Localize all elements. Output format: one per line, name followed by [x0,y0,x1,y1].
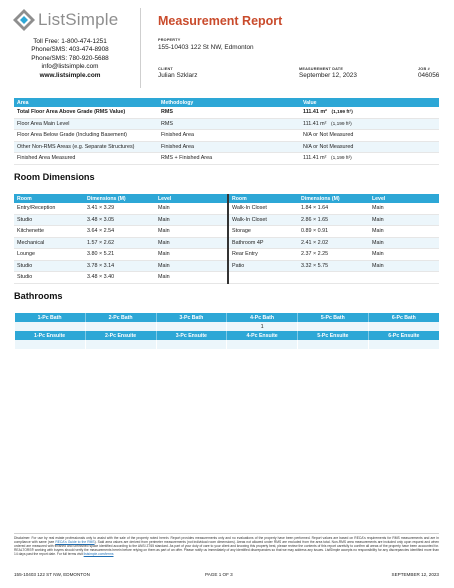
area-row [14,107,439,118]
room-dimensions: 3.41 × 3.29 [84,203,155,214]
bath-value-row [15,322,440,331]
bath-header: 4-Pc Bath [227,313,298,322]
methodology-header: Methodology [158,98,300,107]
room-row [14,237,439,249]
room-level: Main [155,203,228,214]
area-value-metric: N/A or Not Measured [303,132,354,139]
room-name: Studio [14,260,84,272]
bath-count [15,322,86,331]
room-dimensions: 2.37 × 2.25 [298,249,369,261]
bath-header: 3-Pc Bath [156,313,227,322]
bath-header-row [15,313,440,322]
bath-header: 2-Pc Bath [85,313,156,322]
room-row [14,203,439,214]
room-name: Studio [14,272,84,284]
value-header: Value [300,98,439,107]
area-value [300,130,439,142]
area-value [300,107,439,118]
footer-page-number: PAGE 1 OF 3 [205,572,233,577]
bathrooms-title: Bathrooms [14,291,63,301]
brand-logo [12,7,124,33]
level-header: Level [155,194,228,203]
ensuite-header: 2-Pc Ensuite [85,331,156,340]
area-value [300,141,439,153]
area-method: RMS [158,107,300,118]
area-name: Other Non-RMS Areas (e.g. Separate Structures) [14,141,158,153]
toll-free: Toll Free: 1-800-474-1251 [33,38,107,45]
room-level: Main [155,214,228,226]
ensuite-header: 5-Pc Ensuite [298,331,369,340]
area-method: Finished Area [158,141,300,153]
area-row [14,130,439,142]
bath-count [298,322,369,331]
bath-count [368,322,439,331]
ensuite-count [298,340,369,349]
contact-block [4,38,136,80]
area-method: Finished Area [158,130,300,142]
email-link[interactable]: info@listsimple.com [41,63,99,71]
ensuite-value-row [15,340,440,349]
room-row [14,249,439,261]
room-level: Main [155,237,228,249]
job-number-label: JOB # [418,67,430,71]
footer-address: 155-10403 122 ST NW, EDMONTON [14,572,90,577]
bath-header: 5-Pc Bath [298,313,369,322]
area-value-metric: 111.41 m² [303,155,327,162]
job-number-value: 046056 [418,72,440,79]
area-header: Area [14,98,158,107]
room-level: Main [155,272,228,284]
area-row [14,153,439,165]
room-name: Walk-In Closet [228,214,298,226]
bath-header: 1-Pc Bath [15,313,86,322]
room-row [14,214,439,226]
ensuite-count [227,340,298,349]
measurement-date-label: MEASUREMENT DATE [299,67,344,71]
room-level: Main [369,237,439,249]
phone-sms-1: Phone/SMS: 403-474-8908 [31,46,109,54]
area-value-metric: 111.41 m² [303,120,327,127]
area-table-header [14,98,439,107]
room-dimensions-table [14,194,439,284]
client-label: CLIENT [158,67,173,71]
ensuite-count [15,340,86,349]
area-value [300,153,439,165]
room-level: Main [369,226,439,238]
brand-name: ListSimple [38,10,119,29]
bathrooms-table [14,313,439,349]
header-divider [140,8,141,88]
ensuite-count [85,340,156,349]
rooms-table-header [14,194,439,203]
room-name: Studio [14,214,84,226]
room-level: Main [155,260,228,272]
ensuite-header: 4-Pc Ensuite [227,331,298,340]
footer-divider [14,533,439,534]
room-name: Rear Entry [228,249,298,261]
area-method: RMS [158,118,300,130]
area-name: Finished Area Measured [14,153,158,165]
room-name [228,272,298,284]
ensuite-count [156,340,227,349]
bath-count: 1 [227,322,298,331]
disclaimer-text: ). Said area values are derived from perimeter measurements (not individual room dimensions). Areas not allowed under RMS are excluded from the area total. Non-RMS area measurements are included only upon request and when ordered are measured with finished and unfinished space identified according to the ANSI Z765 standard. As part of your duty of care to your client and knowing this property best, please review the contents of this report carefully to confirm all areas of the property have been accounted for. REALTORS® working with buyers should verify the measurements herein before relying on them as part of an offer. Please notify us immediately of any identified discrepancies so that we may address any issues. ListSimple accepts no responsibility for any discrepancies identified more than 14 days past the report date. For full terms visit [14,540,439,557]
disclaimer [14,536,439,556]
room-level: Main [369,249,439,261]
area-table [14,98,439,165]
room-level: Main [155,249,228,261]
client-value: Julian Szklarz [158,72,198,79]
reca-guide-link[interactable]: RECA's Guide to the RMS [55,540,95,545]
room-header: Room [14,194,84,203]
measurement-date-value: September 12, 2023 [299,72,357,79]
listsimple-logo-icon [12,8,36,32]
area-value-metric: N/A or Not Measured [303,143,354,150]
level-header: Level [369,194,439,203]
room-level: Main [369,214,439,226]
property-value: 155-10403 122 St NW, Edmonton [158,44,254,51]
area-row [14,141,439,153]
area-method: RMS + Finished Area [158,153,300,165]
room-dimensions: 3.48 × 3.40 [84,272,155,284]
room-dimensions-title: Room Dimensions [14,172,95,182]
room-header: Room [228,194,298,203]
area-name: Total Floor Area Above Grade (RMS Value) [14,107,158,118]
room-name: Mechanical [14,237,84,249]
dimensions-header: Dimensions (M) [84,194,155,203]
area-value-imperial: (1,199 ft²) [330,121,352,127]
website-link[interactable]: www.listsimple.com [39,71,101,79]
room-row [14,272,439,284]
dimensions-header: Dimensions (M) [298,194,369,203]
room-dimensions: 1.57 × 2.62 [84,237,155,249]
area-row [14,118,439,130]
area-value-metric: 111.41 m² [303,109,327,116]
room-name: Storage [228,226,298,238]
room-dimensions: 0.89 × 0.91 [298,226,369,238]
room-name: Walk-In Closet [228,203,298,214]
bath-count [85,322,156,331]
room-row [14,260,439,272]
room-dimensions: 3.48 × 3.05 [84,214,155,226]
room-dimensions: 2.41 × 2.02 [298,237,369,249]
room-name: Bathroom 4P [228,237,298,249]
room-name: Lounge [14,249,84,261]
room-dimensions [298,272,369,284]
room-name: Kitchenette [14,226,84,238]
room-name: Entry/Reception [14,203,84,214]
room-dimensions: 3.78 × 3.14 [84,260,155,272]
room-level: Main [155,226,228,238]
report-title: Measurement Report [158,14,283,28]
room-name: Patio [228,260,298,272]
area-name: Floor Area Main Level [14,118,158,130]
footer-date: SEPTEMBER 12, 2023 [391,572,439,577]
bath-header: 6-Pc Bath [368,313,439,322]
area-value-imperial: (1,199 ft²) [331,110,353,116]
bath-count [156,322,227,331]
area-name: Floor Area Below Grade (Including Basement) [14,130,158,142]
ensuite-header: 3-Pc Ensuite [156,331,227,340]
ensuite-header: 6-Pc Ensuite [368,331,439,340]
ensuite-count [368,340,439,349]
ensuite-header-row [15,331,440,340]
ensuite-header: 1-Pc Ensuite [15,331,86,340]
room-level: Main [369,260,439,272]
room-dimensions: 3.80 × 5.21 [84,249,155,261]
disclaimer-text: Disclaimer: For use by real estate professionals only to assist with the sale of the property noted herein. Report provides measurements only and no evaluations of the property have been performed. Report values are based on RECA's requirements for RMS measurements and are in compliance with same (see [14,536,439,545]
room-dimensions: 1.84 × 1.64 [298,203,369,214]
area-value-imperial: (1,199 ft²) [330,156,352,162]
terms-link[interactable]: listsimple.com/terms [83,552,114,557]
room-level [369,272,439,284]
room-dimensions: 3.32 × 5.75 [298,260,369,272]
room-row [14,226,439,238]
room-dimensions: 2.86 × 1.65 [298,214,369,226]
phone-sms-2: Phone/SMS: 780-920-5688 [31,54,109,62]
property-label: PROPERTY [158,38,181,42]
room-level: Main [369,203,439,214]
area-value [300,118,439,130]
room-dimensions: 3.64 × 2.54 [84,226,155,238]
